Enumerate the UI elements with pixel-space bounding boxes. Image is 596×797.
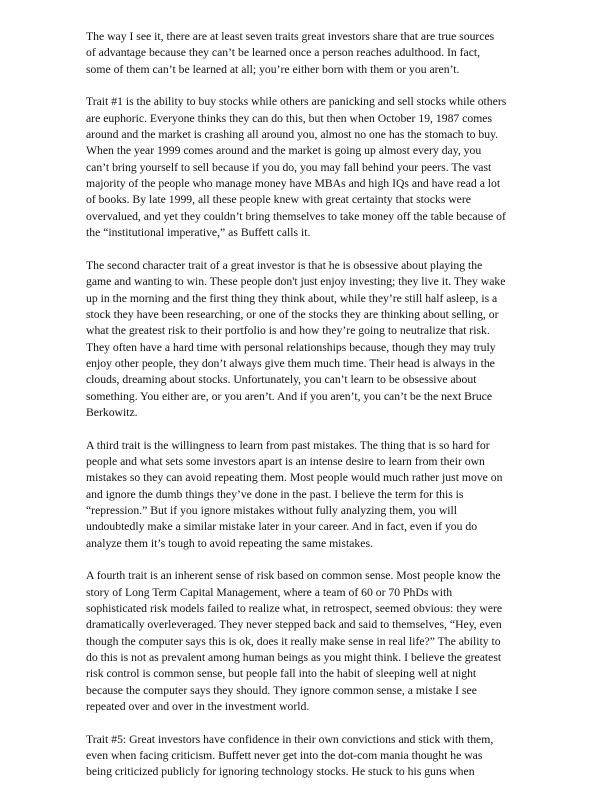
text-line: of advantage because they can’t be learned once a person reaches adulthood. In fact,	[86, 46, 481, 60]
text-line: Berkowitz.	[86, 405, 138, 419]
paragraph-trait-2	[86, 258, 516, 421]
paragraph-trait-1	[86, 94, 516, 241]
text-line: “repression.” But if you ignore mistakes without fully analyzing them, you will	[86, 503, 458, 517]
text-line: Trait #5: Great investors have confidence in their own convictions and stick with them,	[86, 732, 494, 746]
text-line: overvalued, and yet they couldn’t bring themselves to take money off the table because of	[86, 209, 506, 223]
text-line: people and what sets some investors apart is an intense desire to learn from their own	[86, 454, 485, 468]
text-line: being criticized publicly for ignoring technology stocks. He stuck to his guns when	[86, 765, 475, 779]
text-line: mistakes so they can avoid repeating them. Most people would much rather just move on	[86, 471, 503, 485]
text-line: though the computer says this is ok, does it really make sense in real life?” The ability to	[86, 634, 501, 648]
paragraph-trait-5	[86, 732, 516, 781]
text-line: something. You either are, or you aren’t. And if you aren’t, you can’t be the next Bruce	[86, 389, 493, 403]
text-line: up in the morning and the first thing they think about, while they’re still half asleep, is a	[86, 291, 498, 305]
text-line: The second character trait of a great investor is that he is obsessive about playing the	[86, 258, 483, 272]
text-line: some of them can’t be learned at all; you’re either born with them or you aren’t.	[86, 62, 460, 76]
paragraph-trait-4	[86, 568, 516, 715]
text-line: undoubtedly make a similar mistake later in your career. And in fact, even if you do	[86, 520, 478, 534]
text-line: A third trait is the willingness to learn from past mistakes. The thing that is so hard for	[86, 438, 490, 452]
document-page	[86, 29, 516, 797]
text-line: game and wanting to win. These people don't just enjoy investing; they live it. They wake	[86, 275, 506, 289]
text-line: do this is not as prevalent among human beings as you might think. I believe the greatest	[86, 651, 502, 665]
text-line: dramatically overleveraged. They never stepped back and said to themselves, “Hey, even	[86, 618, 502, 632]
text-line: can’t bring yourself to sell because if you do, you may fall behind your peers. The vast	[86, 160, 492, 174]
text-line: because the computer says they should. They ignore common sense, a mistake I see	[86, 683, 477, 697]
text-line: Trait #1 is the ability to buy stocks while others are panicking and sell stocks while others	[86, 95, 507, 109]
text-line: A fourth trait is an inherent sense of risk based on common sense. Most people know the	[86, 569, 501, 583]
text-line: risk control is common sense, but people fall into the habit of sleeping well at night	[86, 667, 477, 681]
text-line: When the year 1999 comes around and the market is going up almost every day, you	[86, 144, 482, 158]
text-line: enjoy other people, they don’t always give them much time. Their head is always in the	[86, 356, 495, 370]
text-line: sophisticated risk models failed to realize what, in retrospect, seemed obvious: they were	[86, 602, 503, 616]
text-line: They often have a hard time with personal relationships because, though they may truly	[86, 340, 496, 354]
text-line: clouds, dreaming about stocks. Unfortunately, you can’t learn to be obsessive about	[86, 373, 477, 387]
text-line: what the greatest risk to their portfolio is and how they’re going to neutralize that risk.	[86, 324, 490, 338]
paragraph-trait-3	[86, 438, 516, 552]
text-line: analyze them it’s tough to avoid repeating the same mistakes.	[86, 536, 373, 550]
text-line: of books. By late 1999, all these people knew with great certainty that stocks were	[86, 193, 471, 207]
text-line: the “institutional imperative,” as Buffett calls it.	[86, 226, 311, 240]
text-line: stock they have been researching, or one of the stocks they are thinking about selling, or	[86, 307, 499, 321]
text-line: even when facing criticism. Buffett never get into the dot-com mania thought he was	[86, 749, 483, 763]
text-line: are euphoric. Everyone thinks they can do this, but then when October 19, 1987 comes	[86, 111, 493, 125]
text-line: and ignore the dumb things they’ve done in the past. I believe the term for this is	[86, 487, 464, 501]
text-line: repeated over and over in the investment world.	[86, 700, 310, 714]
text-line: majority of the people who manage money have MBAs and high IQs and have read a lot	[86, 177, 501, 191]
text-line: story of Long Term Capital Management, where a team of 60 or 70 PhDs with	[86, 585, 453, 599]
text-line: around and the market is crashing all around you, almost no one has the stomach to buy.	[86, 128, 499, 142]
text-line: The way I see it, there are at least seven traits great investors share that are true sources	[86, 30, 495, 43]
paragraph-intro	[86, 29, 516, 78]
